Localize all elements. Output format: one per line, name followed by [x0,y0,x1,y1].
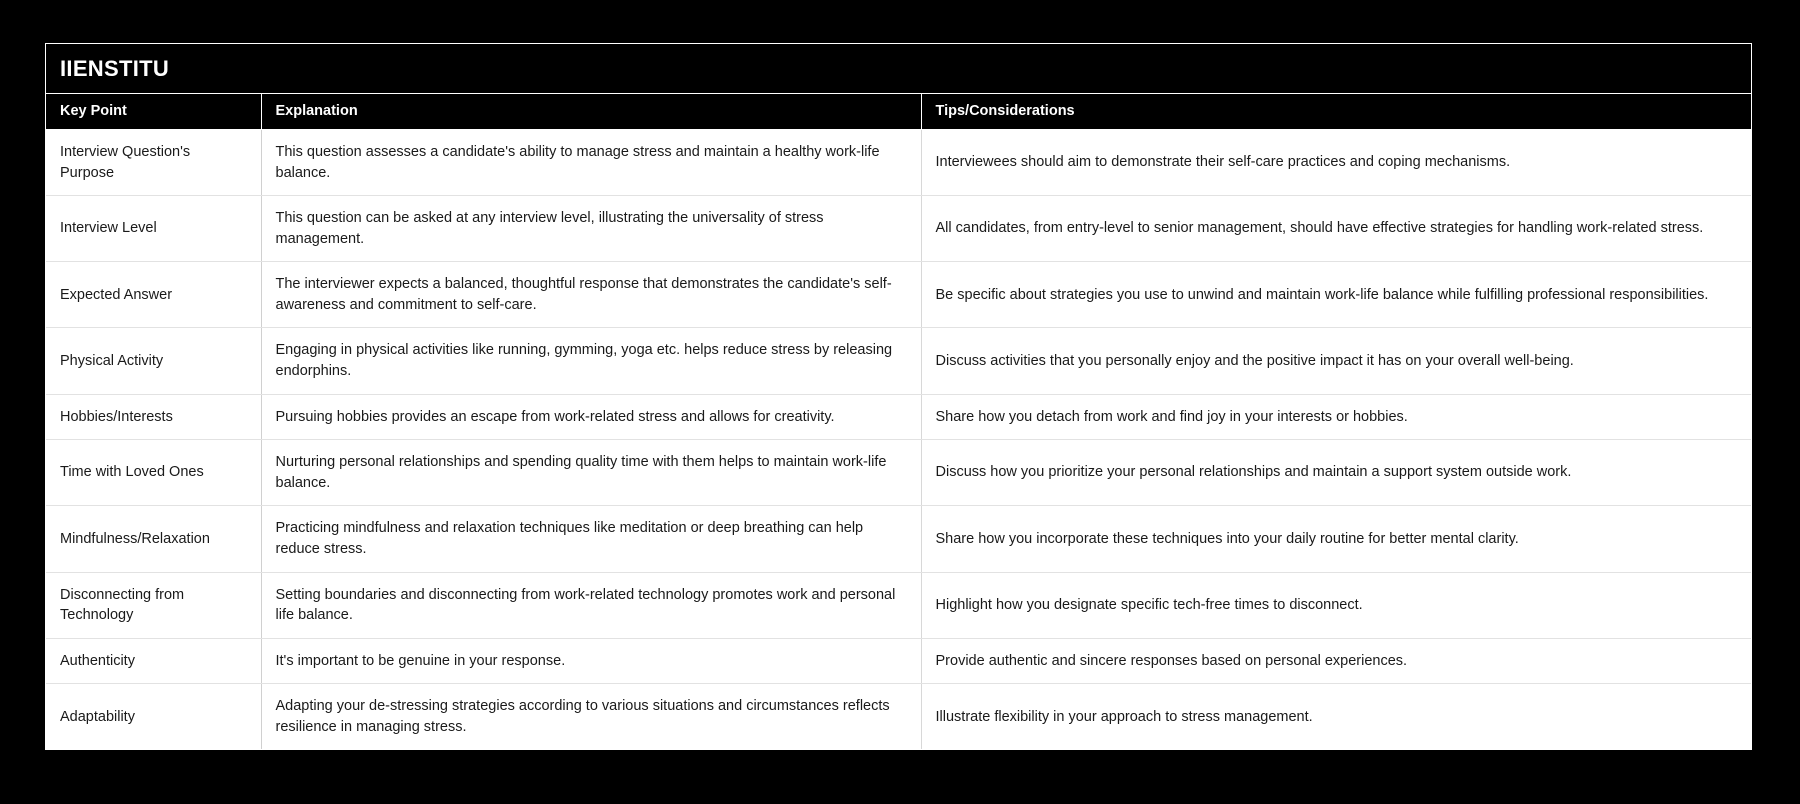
cell-explanation: Engaging in physical activities like running, gymming, yoga etc. helps reduce stress by releasing endorphins. [261,328,921,394]
cell-tips: Discuss how you prioritize your personal relationships and maintain a support system outside work. [921,440,1751,506]
cell-tips: Interviewees should aim to demonstrate their self-care practices and coping mechanisms. [921,130,1751,196]
cell-key-point: Disconnecting from Technology [46,572,261,638]
cell-key-point: Hobbies/Interests [46,394,261,440]
cell-tips: Discuss activities that you personally enjoy and the positive impact it has on your overall well-being. [921,328,1751,394]
cell-tips: Share how you incorporate these techniques into your daily routine for better mental clarity. [921,506,1751,572]
cell-key-point: Time with Loved Ones [46,440,261,506]
key-points-table [46,94,1751,749]
cell-key-point: Physical Activity [46,328,261,394]
column-header-key-point: Key Point [46,94,261,130]
table-row [46,440,1751,506]
cell-explanation: This question assesses a candidate's ability to manage stress and maintain a healthy work-life balance. [261,130,921,196]
cell-explanation: The interviewer expects a balanced, thoughtful response that demonstrates the candidate's self-awareness and commitment to self-care. [261,262,921,328]
cell-explanation: This question can be asked at any interview level, illustrating the universality of stress management. [261,196,921,262]
column-header-tips: Tips/Considerations [921,94,1751,130]
column-header-explanation: Explanation [261,94,921,130]
table-row [46,262,1751,328]
table-row [46,684,1751,750]
cell-key-point: Adaptability [46,684,261,750]
info-table-container [45,43,1752,750]
table-row [46,572,1751,638]
table-row [46,506,1751,572]
table-row [46,394,1751,440]
cell-key-point: Authenticity [46,638,261,684]
cell-tips: Illustrate flexibility in your approach to stress management. [921,684,1751,750]
table-row [46,638,1751,684]
table-row [46,196,1751,262]
table-row [46,328,1751,394]
cell-key-point: Interview Level [46,196,261,262]
table-row [46,130,1751,196]
cell-tips: Provide authentic and sincere responses based on personal experiences. [921,638,1751,684]
cell-explanation: Setting boundaries and disconnecting from work-related technology promotes work and personal life balance. [261,572,921,638]
table-header-row-group [46,94,1751,130]
cell-explanation: Adapting your de-stressing strategies according to various situations and circumstances reflects resilience in managing stress. [261,684,921,750]
cell-tips: Share how you detach from work and find joy in your interests or hobbies. [921,394,1751,440]
cell-explanation: It's important to be genuine in your response. [261,638,921,684]
brand-header [46,44,1751,94]
brand-title: IIENSTITU [60,55,170,81]
cell-tips: All candidates, from entry-level to senior management, should have effective strategies for handling work-related stress. [921,196,1751,262]
table-body [46,130,1751,750]
cell-key-point: Expected Answer [46,262,261,328]
cell-explanation: Nurturing personal relationships and spending quality time with them helps to maintain work-life balance. [261,440,921,506]
table-header-row [46,94,1751,130]
cell-key-point: Mindfulness/Relaxation [46,506,261,572]
cell-tips: Be specific about strategies you use to unwind and maintain work-life balance while fulfilling professional responsibilities. [921,262,1751,328]
cell-explanation: Pursuing hobbies provides an escape from work-related stress and allows for creativity. [261,394,921,440]
cell-tips: Highlight how you designate specific tech-free times to disconnect. [921,572,1751,638]
cell-explanation: Practicing mindfulness and relaxation techniques like meditation or deep breathing can help reduce stress. [261,506,921,572]
cell-key-point: Interview Question's Purpose [46,130,261,196]
